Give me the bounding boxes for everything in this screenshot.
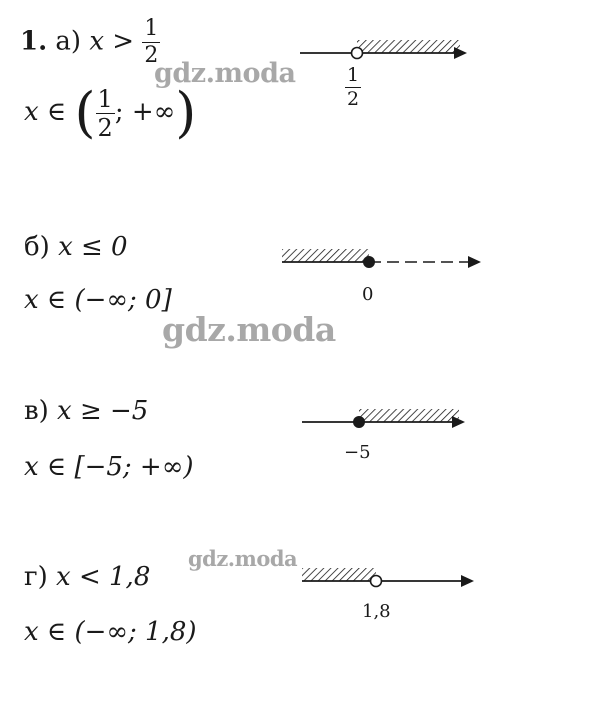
- closed-point-b: [363, 256, 375, 268]
- part-a-rparen: ): [175, 81, 197, 144]
- number-line-c: [302, 404, 477, 440]
- part-a-ans-tail: ; +∞: [114, 97, 176, 127]
- part-b-answer: x ∈ (−∞; 0]: [24, 285, 172, 315]
- tick-label-d: 1,8: [362, 601, 391, 622]
- watermark-3: gdz.moda: [188, 546, 298, 571]
- problem-c-inequality: [24, 396, 148, 426]
- problem-b-answer: [24, 285, 172, 315]
- part-a-frac-den: 2: [144, 43, 159, 68]
- axis-arrow-b: [468, 256, 481, 268]
- number-line-d: [300, 563, 480, 599]
- watermark-1: gdz.moda: [154, 58, 296, 89]
- part-d-inequality: x < 1,8: [56, 562, 151, 592]
- part-a-op: >: [112, 26, 135, 57]
- part-b-label: б): [24, 232, 50, 262]
- problem-b-inequality: [24, 232, 128, 262]
- part-a-frac-num: 1: [144, 16, 159, 41]
- tick-a-den: 2: [347, 88, 360, 110]
- tick-label-c: −5: [344, 442, 371, 463]
- part-a-ans-prefix: x ∈: [24, 97, 67, 127]
- tick-fraction-a: [345, 66, 361, 109]
- part-c-answer: x ∈ [−5; +∞): [24, 452, 194, 482]
- problem-a-answer: [24, 81, 197, 144]
- tick-label-b: 0: [362, 284, 374, 305]
- part-a-lparen: (: [74, 81, 96, 144]
- closed-point-c: [353, 416, 365, 428]
- open-point-d: [371, 576, 382, 587]
- part-a-ans-num: 1: [97, 84, 113, 113]
- number-line-a: [300, 35, 480, 75]
- part-a-var: x: [89, 26, 105, 57]
- problem-d-inequality: [24, 562, 150, 592]
- open-point-a: [352, 48, 363, 59]
- axis-arrow-d: [461, 575, 474, 587]
- watermark-2: gdz.moda: [162, 310, 336, 349]
- axis-arrow-a: [454, 47, 467, 59]
- part-b-inequality: x ≤ 0: [58, 232, 128, 262]
- problem-d-answer: [24, 617, 197, 647]
- tick-label-a: [345, 66, 361, 109]
- hatch-region-c: [359, 409, 459, 422]
- tick-a-num: 1: [347, 64, 360, 86]
- problem-number: 1.: [20, 26, 48, 57]
- part-a-label: а): [55, 26, 82, 57]
- part-a-ans-den: 2: [97, 113, 113, 142]
- part-d-label: г): [24, 562, 48, 592]
- hatch-region-b: [282, 249, 369, 262]
- part-c-label: в): [24, 396, 49, 426]
- hatch-region-a: [357, 40, 460, 53]
- part-a-ans-fraction: [96, 84, 115, 142]
- problem-c-answer: [24, 452, 194, 482]
- problem-a-inequality: [20, 18, 160, 67]
- hatch-region-d: [302, 568, 376, 581]
- number-line-b: [280, 244, 490, 280]
- part-d-answer: x ∈ (−∞; 1,8): [24, 617, 197, 647]
- part-c-inequality: x ≥ −5: [57, 396, 149, 426]
